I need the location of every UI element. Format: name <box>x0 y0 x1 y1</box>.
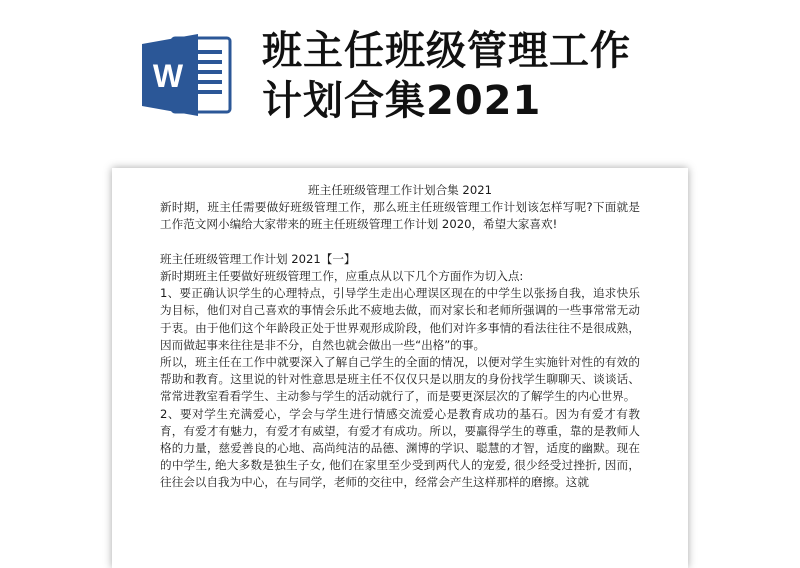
paragraph-1: 新时期班主任要做好班级管理工作，应重点从以下几个方面作为切入点: <box>160 269 524 283</box>
paragraph-4: 2、要对学生充满爱心，学会与学生进行情感交流爱心是教育成功的基石。因为有爱才有教育，有爱才有魅力，有爱才有威望，有爱才有成功。所以，要赢得学生的尊重，靠的是教师人格的力量，慈爱善良的心地、高尚纯洁的品德、渊博的学识、聪慧的才智，适度的幽默。现在的中学生, 绝大多数是独生子女, 他们在家里至少受到两代人的宠爱, 很少经受过挫折, 因而，往往会以自我为中心，在与同学，老师的交往中，经常会产生这样那样的磨擦。这就 <box>160 406 640 490</box>
paragraph-2: 1、要正确认识学生的心理特点，引导学生走出心理误区现在的中学生以张扬自我，追求快乐为目标，他们对自己喜欢的事情会乐此不疲地去做，而对家长和老师所强调的一些事常常无动于衷。由于他们这个年龄段正处于世界观形成阶段，他们对许多事情的看法往往不是很成熟，因而做起事来往往是非不分，自然也就会做出一些“出格”的事。 <box>160 286 640 352</box>
section-heading: 班主任班级管理工作计划 2021【一】 <box>160 251 356 266</box>
blank-line <box>160 234 640 251</box>
title-line-1: 班主任班级管理工作 <box>262 28 631 74</box>
title-line-2: 计划合集2021 <box>262 78 542 124</box>
word-icon-letter: W <box>152 58 184 94</box>
document-body <box>160 182 640 492</box>
document-page <box>112 168 688 568</box>
paragraph-3: 所以，班主任在工作中就要深入了解自己学生的全面的情况，以便对学生实施针对性的有效的帮助和教育。这里说的针对性意思是班主任不仅仅只是以朋友的身份找学生聊聊天、谈谈话、常常进教室看看学生、主动参与学生的活动就行了，而是要更深层次的了解学生的内心世界。 <box>160 355 640 404</box>
word-document-icon <box>140 32 236 118</box>
document-title: 班主任班级管理工作计划合集 2021 <box>308 183 492 197</box>
intro-paragraph: 新时期，班主任需要做好班级管理工作，那么班主任班级管理工作计划该怎样写呢?下面就是工作范文网小编给大家带来的班主任班级管理工作计划 2020，希望大家喜欢! <box>160 200 640 232</box>
page-title <box>262 26 782 126</box>
